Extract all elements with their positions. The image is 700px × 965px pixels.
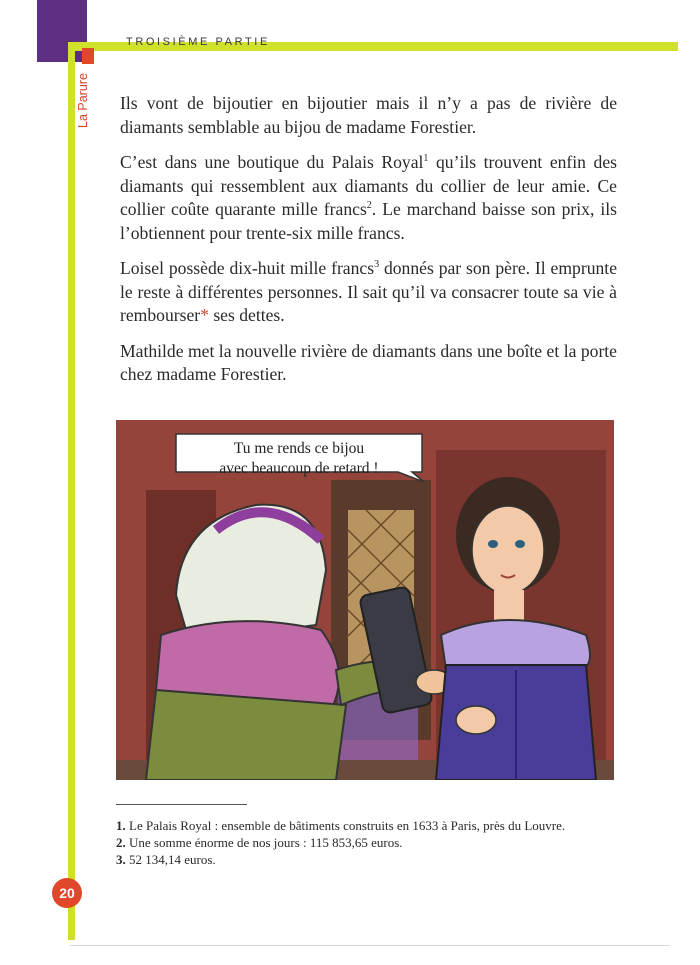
paragraph-3-part-1: Loisel possède dix-huit mille francs (120, 258, 375, 278)
footnote-1-number: 1. (116, 818, 126, 833)
footnote-ref-1[interactable]: 1 (423, 153, 429, 165)
paragraph-4: Mathilde met la nouvelle rivière de diamants dans une boîte et la porte chez madame Forestier. (120, 340, 617, 384)
footnote-3-number: 3. (116, 852, 126, 867)
paragraph-3-part-3: ses dettes. (208, 305, 285, 325)
footnote-ref-3[interactable]: 3 (374, 259, 380, 271)
bottom-edge-line (70, 945, 670, 946)
footnote-2-text: Une somme énorme de nos jours : 115 853,65 euros. (125, 835, 403, 850)
speech-line-2: avec beaucoup de retard ! (219, 460, 379, 477)
red-corner-marker (82, 48, 94, 64)
footnote-ref-2[interactable]: 2 (366, 200, 372, 212)
purple-corner-tab (37, 0, 87, 62)
footnote-separator (116, 804, 247, 805)
paragraph-3 (120, 257, 617, 328)
speech-bubble-text (172, 439, 426, 479)
paragraph-2-part-3: . Le marchand baisse son prix, ils l’obtiennent pour trente-six mille francs. (120, 199, 617, 243)
main-text (120, 92, 617, 399)
footnote-2-number: 2. (116, 835, 126, 850)
footnotes (116, 817, 616, 868)
side-green-rule (68, 42, 75, 940)
glossary-star-icon[interactable]: * (200, 305, 209, 325)
part-label: TROISIÈME PARTIE (126, 36, 270, 48)
footnote-1-text: Le Palais Royal : ensemble de bâtiments construits en 1633 à Paris, près du Louvre. (125, 818, 566, 833)
footnote-1 (116, 817, 616, 834)
speech-line-1: Tu me rends ce bijou (233, 440, 365, 457)
footnote-3 (116, 851, 616, 868)
page-number: 20 (52, 878, 82, 908)
paragraph-2-part-2: qu’ils trouvent enfin des diamants qui ressemblent aux diamants du collier de leur amie. Ce collier coûte quarante mille francs (120, 152, 618, 219)
footnote-3-text: 52 134,14 euros. (125, 852, 216, 867)
footnote-2 (116, 834, 616, 851)
paragraph-3-part-2: donnés par son père. Il emprunte le reste à différentes personnes. Il sait qu’il va consacrer toute sa vie à rembourser (120, 258, 618, 325)
paragraph-2-part-1: C’est dans une boutique du Palais Royal (120, 152, 424, 172)
paragraph-2 (120, 151, 617, 245)
paragraph-1: Ils vont de bijoutier en bijoutier mais il n’y a pas de rivière de diamants semblable au bijou de madame Forestier. (120, 93, 617, 137)
side-book-title: La Parure (76, 73, 90, 128)
